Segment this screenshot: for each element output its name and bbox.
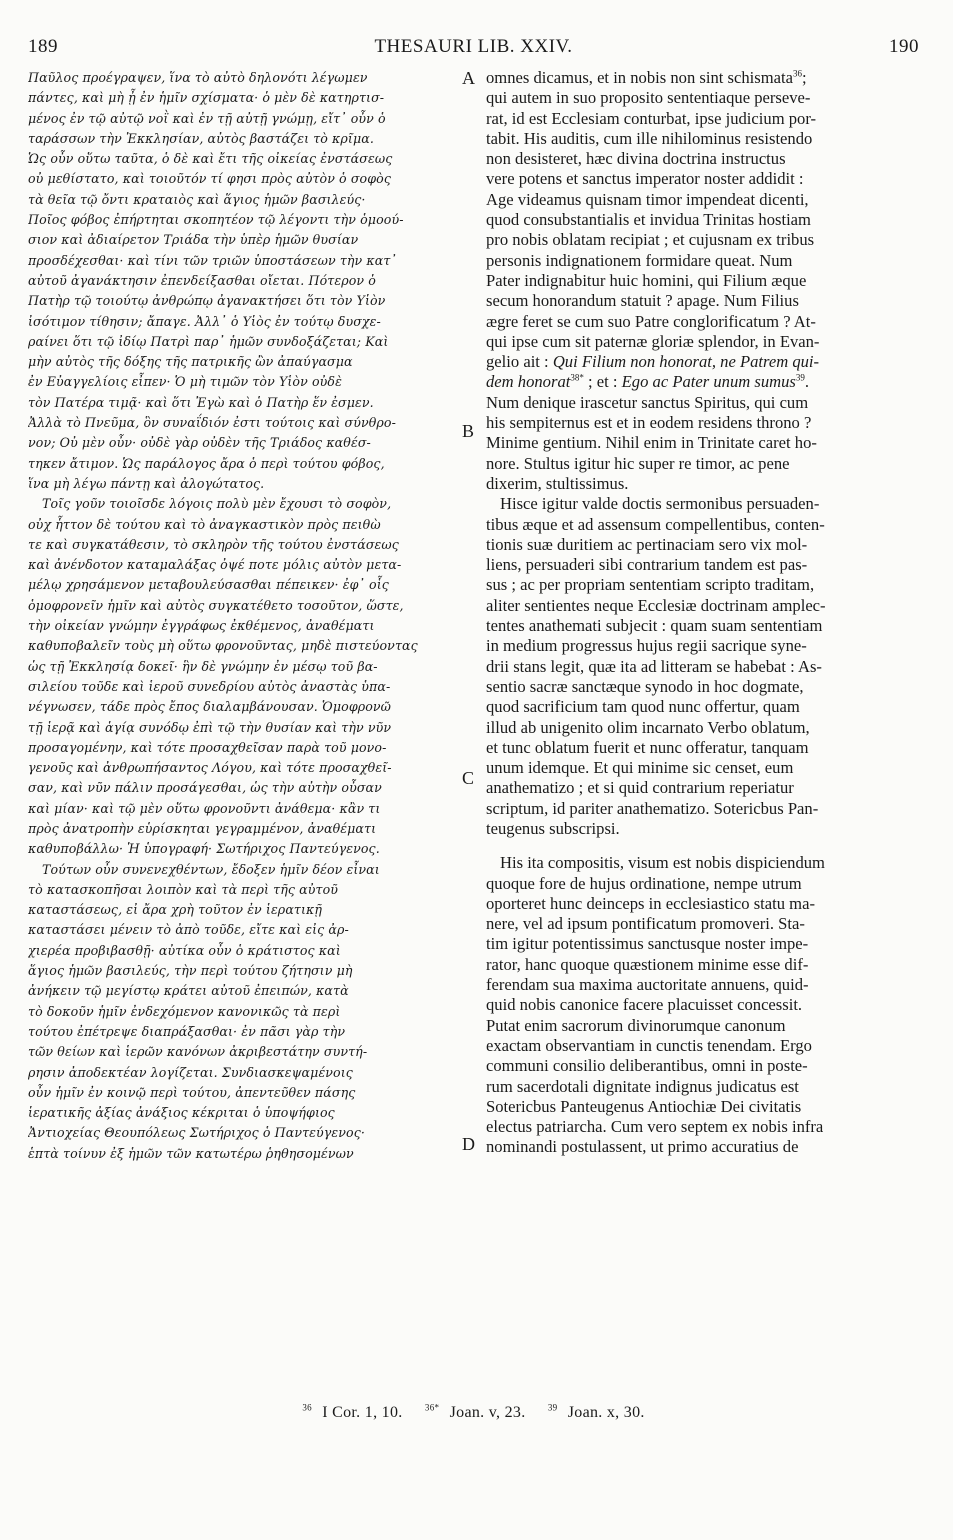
text-line: vere potens et sanctus imperator noster addidit : (486, 169, 804, 189)
text-line: quoque fore de hujus ordinatione, nempe utrum (486, 873, 802, 893)
greek-column (28, 68, 460, 1164)
running-title: THESAURI LIB. XXIV. (374, 36, 573, 57)
text-line: Age videamus quisnam timor impendeat dicenti, (486, 189, 809, 209)
text-line: tionis suæ duritiem ac pertinaciam sero vix mol- (486, 534, 808, 554)
text-line: καταστάσεως, εἰ ἄρα χρὴ τοῦτον ἐν ἱερατικῇ (28, 902, 323, 918)
text-line: Ὡς οὖν οὕτω ταῦτα, ὁ δὲ καὶ ἔτι τῆς οἰκείας ἐνστάσεως (28, 151, 393, 167)
text-line: προσδέχεσθαι· καὶ τίνι τῶν τριῶν ὑποστάσεων τὴν κατ᾽ (28, 252, 397, 268)
text-line: tabit. His auditis, cum ille nihilominus resistendo (486, 128, 813, 148)
text-line: μένος ἐν τῷ αὐτῷ νοῒ καὶ ἐν τῇ αὐτῇ γνώμῃ, εἴτ᾽ οὖν ὁ (28, 110, 386, 126)
text-line: Πατὴρ τῷ τοιούτῳ ἀνθρώπῳ ἀγανακτήσει ὅτι τὸν Υἱὸν (28, 293, 386, 309)
text-line: in medium progressus hujus regii sacrique syne- (486, 636, 807, 656)
text-line: anathematizo ; et si quid contrarium reperiatur (486, 778, 794, 798)
text-line: Τοῖς γοῦν τοιοῖσδε λόγοις πολὺ μὲν ἔχουσι τὸ σοφὸν, (42, 496, 392, 512)
text-line: His ita compositis, visum est nobis dispiciendum (500, 853, 825, 873)
footnote: $^{39}$ Joan. x, 30. (547, 1402, 645, 1421)
text-line: ρησιν ἀποδεκτέαν λογίζεται. Συνδιασκεψαμένοις (28, 1064, 353, 1080)
text-line: τὴν οἰκείαν γνώμην ἐγγράφως ἐκθέμενος, ἀναθέματι (28, 618, 375, 634)
text-line: καταστάσει μένειν τὸ ἀπὸ τοῦδε, εἴτε καὶ εἰς ἀρ- (28, 922, 349, 938)
margin-marker-a: A (462, 68, 475, 88)
margin-marker-b: B (462, 421, 475, 441)
inline-text: ; et : (583, 372, 622, 392)
text-line: aliter sentientes neque Ecclesiæ doctrinam amplec- (486, 595, 826, 615)
page-number-right: 190 (889, 36, 919, 57)
text-line: Παῦλος προέγραψεν, ἵνα τὸ αὐτὸ δηλονότι λέγωμεν (28, 70, 368, 85)
page-number-left: 189 (28, 36, 58, 57)
text-line: μὴν αὐτὸς τῆς δόξης τῆς πατρικῆς ὢν ἀπαύγασμα (28, 354, 353, 370)
text-line: νέγνωσεν, τάδε πρὸς ἔπος διαλαμβάνουσαν. Ὁμοφρονῶ (28, 699, 392, 715)
text-line: qui autem in suo proposito sententiaque perseve- (486, 88, 811, 108)
margin-marker-c: C (462, 768, 475, 788)
scripture-quote: Qui Filium non honorat, ne Patrem qui- (552, 352, 820, 372)
inline-text: gelio ait : (486, 352, 553, 372)
text-line: his sempiternus est et in eodem residens throno ? (486, 413, 812, 433)
text-line: τε καὶ συγκατάθεσιν, τὸ σκληρὸν τῆς τούτου ἐνστάσεως (28, 536, 399, 552)
text-line: χιερέα προβιβασθῇ· αὐτίκα οὖν ὁ κράτιστος καὶ (28, 942, 341, 958)
text-line: non desisteret, hæc divina doctrina instructus (486, 149, 786, 169)
text-line: ὁμοφρονεῖν ἡμῖν καὶ αὐτὸς συγκατέθετο τοσοῦτον, ὥστε, (28, 597, 404, 613)
text-line: Ἀντιοχείας Θεουπόλεως Σωτήριχος ὁ Παντεύγενος· (28, 1125, 365, 1141)
text-line: σαν, καὶ νῦν πάλιν προσάγεσθαι, ὡς τὴν αὐτὴν οὖσαν (28, 780, 382, 796)
text-line: Ποῖος φόβος ἐπήρτηται σκοπητέον τῷ λέγοντι τὴν ὁμοού- (28, 212, 404, 228)
text-line: Sotericbus Panteugenus Antiochiæ Dei civitatis (486, 1096, 802, 1116)
text-line: tentes anathemati subjecit : quam suam sententiam (486, 616, 823, 636)
latin-paragraph-1a (486, 68, 918, 494)
text-line: Minime gentium. Nihil enim in Trinitate caret ho- (486, 433, 817, 453)
text-line: et tunc oblatum fuerit et nunc offeratur, tanquam (486, 737, 809, 757)
footnote-ref: 36 (792, 68, 802, 79)
text-line: ἐν Εὐαγγελίοις εἶπεν· Ὁ μὴ τιμῶν τὸν Υἱὸν οὐδὲ (28, 374, 342, 390)
text-line: καὶ ἀνένδοτον καταμαλάξας ὀψέ ποτε μόλις αὐτὸν μετα- (28, 557, 402, 573)
text-line: ὡς τῇ Ἐκκλησίᾳ δοκεῖ· ἣν δὲ γνώμην ἐν μέσῳ τοῦ βα- (28, 658, 378, 674)
text-line: τῇ ἱερᾷ καὶ ἁγίᾳ συνόδῳ ἐπὶ τῷ τὴν θυσίαν καὶ τὴν νῦν (28, 719, 392, 735)
latin-paragraph-1b (486, 494, 918, 839)
text-line: ἱερατικῆς ἀξίας ἀνάξιος κέκριται ὁ ὑποψήφιος (28, 1105, 335, 1121)
footnote: $^{36*}$ Joan. v, 23. (424, 1402, 526, 1421)
text-line: τηκεν ἄτιμον. Ὡς παράλογος ἄρα ὁ περὶ τούτου φόβος, (28, 455, 385, 471)
text-line: τὸ κατασκοπῆσαι λοιπὸν καὶ τὰ περὶ τῆς αὐτοῦ (28, 881, 339, 897)
footnote: $^{36}$ I Cor. 1, 10. (302, 1402, 403, 1421)
text-line: οὖν ἡμῖν ἐν κοινῷ περὶ τούτου, ἀπεντεῦθεν πάσης (28, 1084, 356, 1100)
text-line: γενοῦς καὶ ἀνθρωπήσαντος Λόγου, καὶ τότε προσαχθεῖ- (28, 760, 392, 776)
paragraph-gap (486, 839, 918, 853)
text-line: σιλείου τοῦδε καὶ ἱεροῦ συνεδρίου αὐτὸς ἀναστὰς ὑπα- (28, 678, 391, 694)
text-line: νον; Οὐ μὲν οὖν· οὐδὲ γὰρ οὐδὲν τῆς Τριάδος καθέσ- (28, 435, 371, 451)
footnotes (0, 1404, 953, 1422)
text-line: αὐτοῦ ἀγανάκτησιν ἐπενδείξασθαι οἴεται. Πότερον ὁ (28, 272, 376, 288)
text-line: καὶ μίαν· καὶ τῷ μὲν οὕτω φρονοῦντι ἀνάθεμα· κἂν τι (28, 800, 381, 816)
text-line: Τούτων οὖν συνενεχθέντων, ἔδοξεν ἡμῖν δέον εἶναι (42, 861, 380, 877)
text-line: sus ; ac per propriam sententiam scripto traditam, (486, 575, 815, 595)
text-line: quod sacrificium tam quod nunc offertur, quam (486, 697, 800, 717)
text-line: ἑπτὰ τοίνυν ἐξ ἡμῶν τῶν κατωτέρω ῥηθησομένων (28, 1145, 354, 1161)
text-line: ἰσότιμον τίθησιν; ἄπαγε. Ἀλλ᾽ ὁ Υἱὸς ἐν τούτῳ δυσχε- (28, 313, 381, 329)
text-line: ægre feret se cum suo Patre conglorificatum ? At- (486, 311, 816, 331)
text-line: μέλῳ χρησάμενον μεταβουλεύσασθαι πέπεικεν· ἐφ᾽ οἷς (28, 577, 389, 593)
text-line: communi consilio deliberantibus, omni in poste- (486, 1056, 808, 1076)
inline-text: ; (801, 68, 807, 87)
text-line: ταράσσων τὴν Ἐκκλησίαν, αὐτὸς βαστάζει τὸ κρῖμα. (28, 130, 374, 146)
margin-marker-d: D (462, 1134, 475, 1154)
text-line: rator, hanc quoque quæstionem minime esse dif- (486, 954, 809, 974)
latin-paragraph-2 (486, 853, 918, 1157)
text-line: ἀνήκειν τῷ μεγίστῳ κράτει αὐτοῦ ἐπειπών, κατὰ (28, 983, 349, 999)
scripture-quote: Ego ac Pater unum sumus (621, 372, 796, 392)
text-line: drii stans legit, quæ ita ad litteram se habebat : As- (486, 656, 822, 676)
text-line: Num denique irascetur sanctus Spiritus, qui cum (486, 392, 809, 412)
text-line (486, 68, 918, 88)
text-line: ἵνα μὴ λέγω πάντῃ καὶ ἀλογώτατος. (28, 475, 265, 491)
text-line: τούτου ἐπέτρεψε διαπράξασθαι· ἐν πᾶσι γὰρ τὴν (28, 1023, 346, 1039)
text-line: τὸν Πατέρα τιμᾷ· καὶ ὅτι Ἐγὼ καὶ ὁ Πατὴρ ἕν ἐσμεν. (28, 394, 374, 410)
text-line: scriptum, id pariter anathematizo. Sotericbus Pan- (486, 798, 819, 818)
text-line: exactam observantiam in cunctis tenendam. Ergo (486, 1035, 812, 1055)
text-line: σιον καὶ ἀδιαίρετον Τριάδα τὴν ὑπὲρ ἡμῶν θυσίαν (28, 232, 359, 248)
text-line: Hisce igitur valde doctis sermonibus persuaden- (500, 494, 820, 514)
inline-text: . (804, 372, 810, 392)
text-line: τὰ θεῖα τῷ ὄντι κραταιὸς καὶ ἅγιος ἡμῶν βασιλεύς· (28, 191, 366, 207)
latin-column (486, 68, 918, 1158)
text-line: quid nobis canonice facere placuisset concessit. (486, 995, 803, 1015)
text-line: rat, id est Ecclesiam conturbat, ipse judicium por- (486, 108, 817, 128)
text-line: ἅγιος ἡμῶν βασιλεύς, τὴν περὶ τούτου ζήτησιν μὴ (28, 963, 353, 979)
text-line: dixerim, stultissimus. (486, 473, 629, 493)
text-line: nere, vel ad ipsum pontificatum promoveri. Sta- (486, 914, 805, 934)
text-line: nore. Stultus igitur hic super re timor, ac pene (486, 453, 790, 473)
text-line: rum sacerdotali dignitate indignus judicatus est (486, 1076, 799, 1096)
text-line: personis indignationem formidare queat. Num (486, 250, 793, 270)
text-line: liens, persuaderi sibi contrarium tandem est pas- (486, 555, 808, 575)
text-line (486, 372, 918, 392)
text-line: οὐχ ἧττον δὲ τούτου καὶ τὸ ἀναγκαστικὸν πρὸς πειθὼ (28, 516, 381, 532)
text-line: secum honorandum statuit ? apage. Num Filius (486, 291, 799, 311)
text-line: τὸ δοκοῦν ἡμῖν ἐνδεχόμενον κανονικῶς τὰ περὶ (28, 1003, 341, 1019)
text-line: oporteret hunc deinceps in ecclesiastico statu ma- (486, 893, 815, 913)
text-line: πρὸς ἀνατροπὴν εὑρίσκηται γεγραμμένον, ἀναθέματι (28, 820, 377, 836)
text-line: tim igitur potentissimus sanctusque noster impe- (486, 934, 809, 954)
text-line: electus patriarcha. Cum vero septem ex nobis infra (486, 1117, 824, 1137)
text-line: tibus æque et ad assensum compellentibus, conten- (486, 514, 825, 534)
scripture-quote: dem honorat (486, 372, 571, 392)
text-line: πάντες, καὶ μὴ ᾖ ἐν ἡμῖν σχίσματα· ὁ μὲν δὲ κατηρτισ- (28, 90, 385, 106)
text-line: Putat enim sacrorum divinorumque canonum (486, 1015, 786, 1035)
text-line: τῶν θείων καὶ ἱερῶν κανόνων ἀκριβεστάτην συντή- (28, 1044, 368, 1060)
text-line: pro nobis oblatam recipiat ; et cujusnam ex tribus (486, 230, 815, 250)
text-line: teugenus subscripsi. (486, 818, 620, 838)
text-line: nominandi postulassent, ut primo accuratius de (486, 1137, 799, 1157)
text-line: unum idemque. Et qui minime sic censet, eum (486, 758, 794, 778)
text-line: προσαγομένην, καὶ τότε προσαχθεῖσαν παρὰ τοῦ μονο- (28, 739, 387, 755)
text-line: καθυποβάλλω· Ἡ ὑπογραφή· Σωτήριχος Παντεύγενος. (28, 841, 380, 857)
text-line: ραίνει ὅτι τῷ ἰδίῳ Πατρὶ παρ᾽ ἡμῶν συνδοξάζεται; Καὶ (28, 333, 389, 349)
text-line: οὐ μεθίστατο, καὶ τοιοῦτόν τί φησι πρὸς αὐτὸν ὁ σοφὸς (28, 171, 391, 187)
text-line: καθυποβαλεῖν τοὺς μὴ οὕτω φρονοῦντας, μηδὲ πιστεύοντας (28, 638, 418, 654)
inline-text: omnes dicamus, et in nobis non sint schismata (486, 68, 793, 87)
text-line: quod consubstantialis et invidua Trinitas hostiam (486, 210, 811, 230)
footnote-ref: 38* (570, 372, 584, 383)
text-line: Pater indignabitur huic homini, qui Filium æque (486, 270, 807, 290)
text-line: sentio sacræ sanctæque synodo in hoc dogmate, (486, 676, 804, 696)
text-line: Ἀλλὰ τὸ Πνεῦμα, ὃν συναΐδιόν ἐστι τούτοις καὶ σύνθρο- (28, 415, 396, 431)
text-line: illud ab unigenito olim incarnato Verbo oblatum, (486, 717, 810, 737)
running-header (28, 36, 919, 60)
text-line: qui ipse cum sit paternæ gloriæ splendor, in Evan- (486, 331, 820, 351)
text-line (486, 352, 918, 372)
footnote-ref: 39 (795, 372, 805, 383)
text-line: ferendam sua maxima auctoritate annuens, quid- (486, 975, 809, 995)
